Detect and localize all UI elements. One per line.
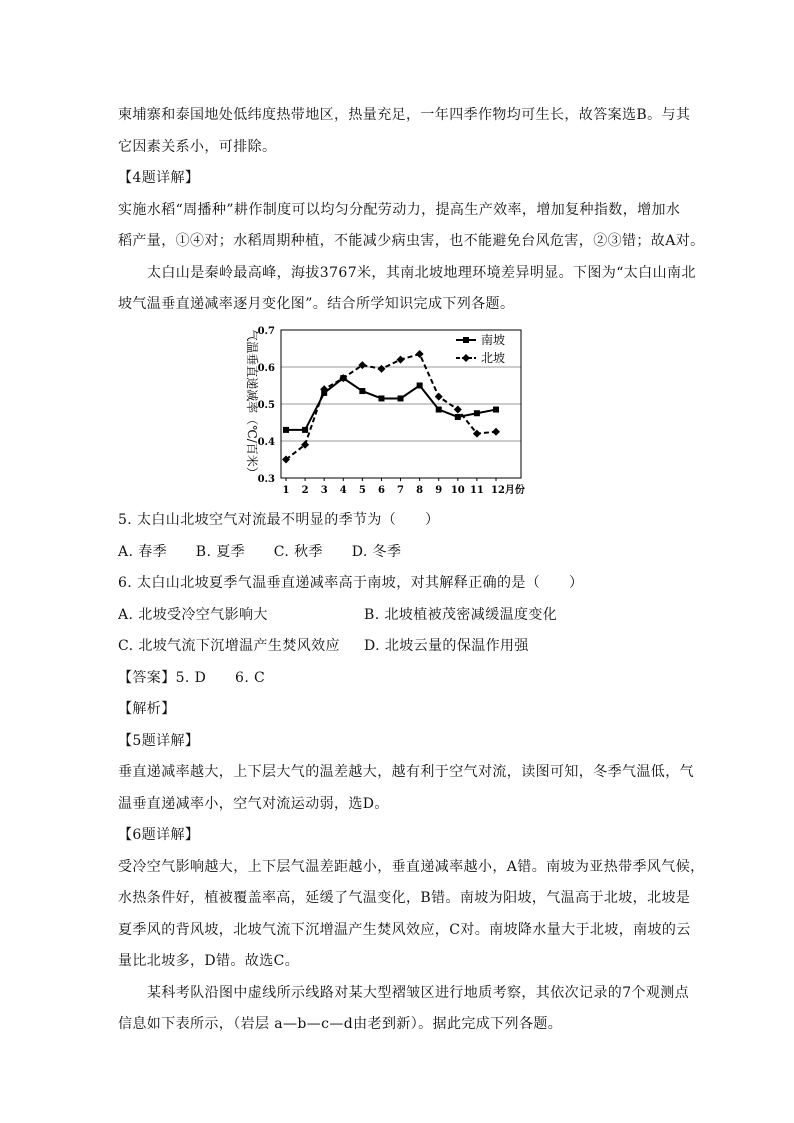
data-point [398, 395, 404, 401]
option-a: A. 北坡受冷空气影响大 [118, 607, 268, 623]
answer-line: 【答案】5. D 6. C [118, 670, 266, 686]
chart-grid [281, 367, 521, 441]
paragraph-line: 温垂直递减率小，空气对流运动弱，选D。 [118, 796, 389, 812]
series-line [286, 354, 496, 459]
x-tick-label: 9 [435, 485, 443, 496]
x-tick-label: 7 [397, 485, 405, 496]
data-point [397, 356, 405, 364]
paragraph-line: 某科考队沿图中虚线所示线路对某大型褶皱区进行地质考察，其依次记录的7个观测点 [147, 985, 690, 1001]
section-heading: 【5题详解】 [118, 733, 200, 749]
section-heading: 【4题详解】 [118, 170, 200, 186]
data-point [416, 350, 424, 358]
x-tick-label: 6 [377, 485, 385, 496]
data-point [493, 407, 499, 413]
option-b: B. 北坡植被茂密减缓温度变化 [364, 607, 558, 623]
legend-marker [462, 354, 470, 362]
paragraph-line: 量比北坡多，D错。故选C。 [118, 953, 300, 969]
legend-marker [463, 337, 469, 343]
paragraph-line: 它因素关系小，可排除。 [118, 139, 277, 155]
chart-legend [456, 332, 505, 365]
paragraph-line: 柬埔寨和泰国地处低纬度热带地区，热量充足，一年四季作物均可生长，故答案选B。与其 [118, 107, 691, 123]
y-tick-label: 0.7 [257, 326, 275, 337]
y-axis-label: 气温垂直递减率（℃/百米） [245, 329, 259, 479]
x-tick-label: 8 [416, 485, 424, 496]
data-point [436, 407, 442, 413]
section-heading: 【6题详解】 [118, 827, 200, 843]
y-tick-label: 0.3 [257, 474, 275, 485]
x-tick-label: 2 [301, 485, 309, 496]
legend-label: 北坡 [481, 351, 506, 365]
x-tick-label: 3 [320, 485, 328, 496]
question-5-options: A. 春季 B. 夏季 C. 秋季 D. 冬季 [118, 544, 402, 560]
data-point [417, 383, 423, 389]
x-tick-label: 11 [469, 485, 484, 496]
paragraph-line: 受冷空气影响越大，上下层气温差距越小，垂直递减率越小，A错。南坡为亚热带季风气候， [118, 859, 705, 875]
data-point [473, 430, 481, 438]
paragraph-line: 实施水稻“周播种”耕作制度可以均匀分配劳动力，提高生产效率，增加复种指数，增加水 [118, 202, 681, 218]
x-tick-label: 10 [450, 485, 465, 496]
analysis-heading: 【解析】 [118, 701, 176, 717]
option-c: C. 北坡气流下沉增温产生焚风效应 [118, 638, 340, 654]
question-6: 6. 太白山北坡夏季气温垂直递减率高于南坡，对其解释正确的是（ ） [118, 575, 584, 591]
paragraph-line: 坡气温垂直递减率逐月变化图”。结合所学知识完成下列各题。 [118, 296, 515, 312]
option-d: D. 北坡云量的保温作用强 [364, 638, 529, 654]
paragraph-line: 稻产量，①④对；水稻周期种植，不能减少病虫害，也不能避免台风危害，②③错；故A对。 [118, 233, 705, 249]
data-point [302, 427, 308, 433]
legend-label: 南坡 [481, 333, 506, 347]
y-tick-label: 0.6 [257, 363, 275, 374]
paragraph-line: 夏季风的背风坡，北坡气流下沉增温产生焚风效应，C对。南坡降水量大于北坡，南坡的云 [118, 922, 691, 938]
paragraph-line: 太白山是秦岭最高峰，海拔3767米，其南北坡地理环境差异明显。下图为“太白山南北 [147, 265, 696, 281]
data-point [378, 395, 384, 401]
data-point [474, 410, 480, 416]
data-point [435, 393, 443, 401]
x-tick-label: 1 [282, 485, 290, 496]
lapse-rate-chart [236, 322, 586, 502]
paragraph-line: 垂直递减率越大，上下层大气的温差越大，越有利于空气对流，读图可知，冬季气温低，气 [118, 764, 694, 780]
x-tick-label: 5 [358, 485, 366, 496]
x-tick-label: 12月份 [491, 485, 525, 496]
paragraph-line: 信息如下表所示，（岩层 a—b—c—d由老到新）。据此完成下列各题。 [118, 1016, 563, 1032]
data-point [359, 388, 365, 394]
data-point [455, 414, 461, 420]
x-tick-label: 4 [339, 485, 347, 496]
data-point [283, 427, 289, 433]
data-point [492, 428, 500, 436]
paragraph-line: 水热条件好，植被覆盖率高，延缓了气温变化，B错。南坡为阳坡，气温高于北坡，北坡是 [118, 890, 691, 906]
y-tick-label: 0.4 [257, 437, 275, 448]
data-point [454, 406, 462, 414]
data-point [377, 365, 385, 373]
question-5: 5. 太白山北坡空气对流最不明显的季节为（ ） [118, 512, 440, 528]
y-tick-label: 0.5 [257, 400, 275, 411]
